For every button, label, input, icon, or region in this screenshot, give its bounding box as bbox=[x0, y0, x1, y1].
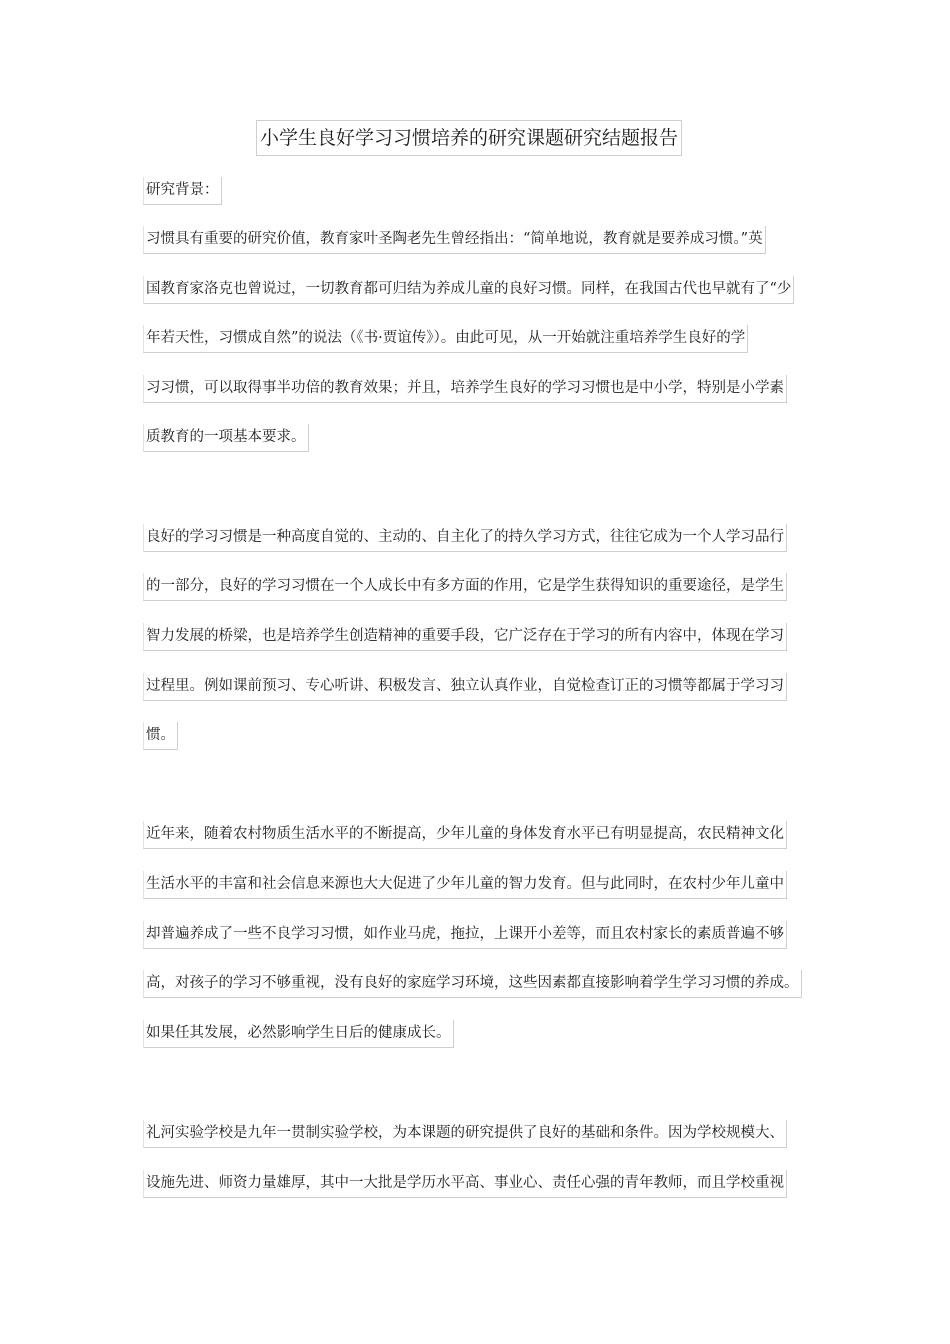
paragraph-line: 设施先进、师资力量雄厚，其中一大批是学历水平高、事业心、责任心强的青年教师，而且学校重视 bbox=[143, 1170, 787, 1198]
paragraph-line: 礼河实验学校是九年一贯制实验学校，为本课题的研究提供了良好的基础和条件。因为学校规模大、 bbox=[143, 1120, 787, 1148]
paragraph-line: 国教育家洛克也曾说过，一切教育都可归结为养成儿童的良好习惯。同样，在我国古代也早就有了“少 bbox=[143, 276, 794, 304]
paragraph-line: 年若天性，习惯成自然”的说法（《书·贾谊传》）。由此可见，从一开始就注重培养学生良好的学 bbox=[143, 325, 748, 353]
paragraph-line: 习习惯，可以取得事半功倍的教育效果；并且，培养学生良好的学习习惯也是中小学，特别是小学素 bbox=[143, 375, 787, 403]
section-heading: 研究背景： bbox=[143, 177, 222, 205]
paragraph-line: 习惯具有重要的研究价值，教育家叶圣陶老先生曾经指出：“简单地说，教育就是要养成习惯。”英 bbox=[143, 226, 766, 254]
paragraph-line: 过程里。例如课前预习、专心听讲、积极发言、独立认真作业，自觉检查订正的习惯等都属于学习习 bbox=[143, 673, 787, 701]
paragraph-line: 近年来，随着农村物质生活水平的不断提高，少年儿童的身体发育水平已有明显提高，农民精神文化 bbox=[143, 821, 787, 849]
paragraph-line: 却普遍养成了一些不良学习习惯，如作业马虎，拖拉，上课开小差等，而且农村家长的素质普遍不够 bbox=[143, 921, 787, 949]
paragraph-line: 高，对孩子的学习不够重视，没有良好的家庭学习环境，这些因素都直接影响着学生学习习惯的养成。 bbox=[143, 970, 802, 998]
paragraph-line: 质教育的一项基本要求。 bbox=[143, 424, 309, 452]
paragraph-line: 的一部分，良好的学习习惯在一个人成长中有多方面的作用，它是学生获得知识的重要途径，是学生 bbox=[143, 573, 787, 601]
paragraph-line: 智力发展的桥梁，也是培养学生创造精神的重要手段，它广泛存在于学习的所有内容中，体现在学习 bbox=[143, 623, 787, 651]
paragraph-line: 良好的学习习惯是一种高度自觉的、主动的、自主化了的持久学习方式，往往它成为一个人学习品行 bbox=[143, 524, 787, 552]
paragraph-line: 生活水平的丰富和社会信息来源也大大促进了少年儿童的智力发育。但与此同时，在农村少年儿童中 bbox=[143, 871, 787, 899]
document-title: 小学生良好学习习惯培养的研究课题研究结题报告 bbox=[256, 120, 682, 156]
paragraph-line: 如果任其发展，必然影响学生日后的健康成长。 bbox=[143, 1020, 454, 1048]
paragraph-line: 惯。 bbox=[143, 722, 178, 750]
